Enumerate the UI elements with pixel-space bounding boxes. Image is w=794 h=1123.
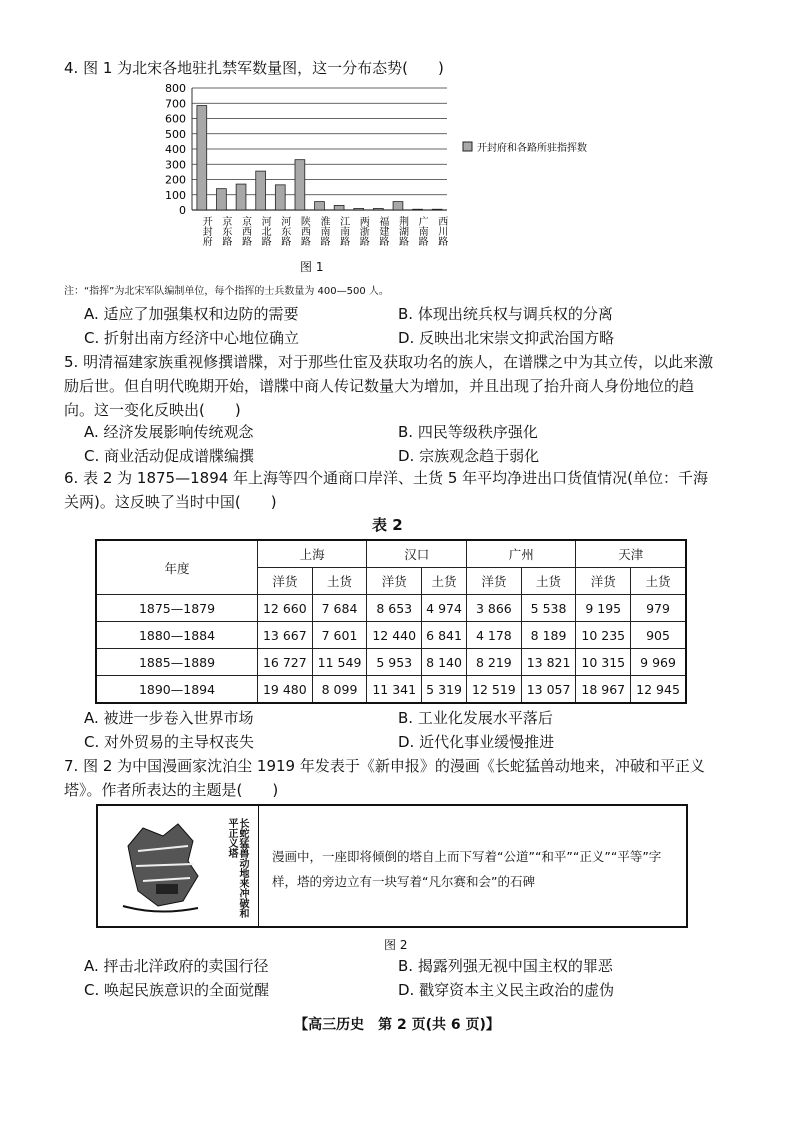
x-tick-label: 京西路 <box>239 216 251 246</box>
table-header-city: 汉口 <box>367 540 467 568</box>
q4-option-d[interactable]: D. 反映出北宋崇文抑武治国方略 <box>398 329 615 347</box>
bar <box>256 171 266 210</box>
q4-bar-chart <box>150 78 620 260</box>
q4-figure-caption: 图 1 <box>300 260 324 274</box>
table-cell: 1875—1879 <box>96 595 258 622</box>
table-cell: 12 660 <box>258 595 313 622</box>
table-cell: 7 684 <box>312 595 367 622</box>
page-footer: 【高三历史 第 2 页(共 6 页)】 <box>294 1017 500 1033</box>
table-cell: 16 727 <box>258 649 313 676</box>
y-tick-label: 500 <box>165 127 186 141</box>
x-tick-label: 福建路 <box>376 216 388 246</box>
table-cell: 8 653 <box>367 595 422 622</box>
table-cell: 13 057 <box>521 676 576 704</box>
x-tick-label: 开封府 <box>200 216 212 246</box>
table-cell: 11 341 <box>367 676 422 704</box>
y-tick-label: 300 <box>165 158 186 172</box>
bar <box>197 106 207 210</box>
q5-stem: 5. 明清福建家族重视修撰谱牒，对于那些仕宦及获取功名的族人，在谱牒之中为其立传，以此来激励后世。但自明代晚期开始，谱牒中商人传记数量大为增加，并且出现了抬升商人身份地位的趋向。这一变化反映出( ) <box>64 353 714 419</box>
y-tick-label: 400 <box>165 143 186 156</box>
q7-stem: 7. 图 2 为中国漫画家沈泊尘 1919 年发表于《新申报》的漫画《长蛇猛兽动地来，冲破和平正义塔》。作者所表达的主题是( ) <box>64 757 705 799</box>
table-cell: 12 440 <box>367 622 422 649</box>
table-header-year: 年度 <box>96 540 258 595</box>
x-tick-label: 广南路 <box>416 216 428 246</box>
q7-figure-caption: 图 2 <box>384 938 408 952</box>
table-header-city: 广州 <box>467 540 576 568</box>
q5-option-b[interactable]: B. 四民等级秩序强化 <box>398 423 538 441</box>
table-cell: 8 140 <box>422 649 467 676</box>
q4-option-b[interactable]: B. 体现出统兵权与调兵权的分离 <box>398 305 613 323</box>
table-subheader: 洋货 <box>467 568 522 595</box>
table-subheader: 洋货 <box>576 568 631 595</box>
y-tick-label: 800 <box>165 82 186 95</box>
q7-option-c[interactable]: C. 唤起民族意识的全面觉醒 <box>84 981 270 999</box>
table-cell: 5 538 <box>521 595 576 622</box>
y-tick-label: 700 <box>165 97 186 111</box>
bar <box>275 185 285 210</box>
bar <box>413 209 423 210</box>
q7-option-d[interactable]: D. 戳穿资本主义民主政治的虚伪 <box>398 981 615 999</box>
table-cell: 6 841 <box>422 622 467 649</box>
table-cell: 10 315 <box>576 649 631 676</box>
table-cell: 7 601 <box>312 622 367 649</box>
table-cell: 19 480 <box>258 676 313 704</box>
q6-option-c[interactable]: C. 对外贸易的主导权丧失 <box>84 733 255 751</box>
q6-table-title: 表 2 <box>372 516 403 534</box>
table-subheader: 土货 <box>521 568 576 595</box>
x-tick-label: 荆湖路 <box>396 216 408 246</box>
table-cell: 905 <box>631 622 686 649</box>
x-tick-label: 淮南路 <box>318 216 329 246</box>
q6-option-a[interactable]: A. 被进一步卷入世界市场 <box>84 709 254 727</box>
x-tick-label: 两浙路 <box>357 216 369 246</box>
bar <box>373 208 383 210</box>
q5-option-a[interactable]: A. 经济发展影响传统观念 <box>84 423 254 441</box>
q5-option-d[interactable]: D. 宗族观念趋于弱化 <box>398 447 540 465</box>
y-tick-label: 0 <box>179 204 186 217</box>
table-cell: 12 945 <box>631 676 686 704</box>
x-tick-label: 西川路 <box>435 216 447 246</box>
table-cell: 8 099 <box>312 676 367 704</box>
q7-option-a[interactable]: A. 抨击北洋政府的卖国行径 <box>84 957 269 975</box>
bar <box>315 202 325 210</box>
table-cell: 11 549 <box>312 649 367 676</box>
table-subheader: 土货 <box>631 568 686 595</box>
table-cell: 4 974 <box>422 595 467 622</box>
bar <box>393 202 403 210</box>
cartoon-image <box>98 806 259 926</box>
q5-option-c[interactable]: C. 商业活动促成谱牒编撰 <box>84 447 255 465</box>
bar <box>354 208 364 210</box>
bar <box>217 189 227 210</box>
table-subheader: 土货 <box>312 568 367 595</box>
y-tick-label: 600 <box>165 112 186 126</box>
table-cell: 9 195 <box>576 595 631 622</box>
table-cell: 8 219 <box>467 649 522 676</box>
table-cell: 1880—1884 <box>96 622 258 649</box>
table-cell: 4 178 <box>467 622 522 649</box>
table-cell: 1885—1889 <box>96 649 258 676</box>
x-tick-label: 陕西路 <box>298 216 310 246</box>
table-subheader: 土货 <box>422 568 467 595</box>
table-cell: 9 969 <box>631 649 686 676</box>
table-row <box>96 676 686 704</box>
table-cell: 13 667 <box>258 622 313 649</box>
q7-option-b[interactable]: B. 揭露列强无视中国主权的罪恶 <box>398 957 613 975</box>
q4-note: 注：“指挥”为北宋军队编制单位，每个指挥的士兵数量为 400—500 人。 <box>64 286 389 297</box>
table-header-city: 上海 <box>258 540 367 568</box>
table-subheader: 洋货 <box>258 568 313 595</box>
y-tick-label: 200 <box>165 173 186 187</box>
cartoon-inscription: 长蛇猛兽动地来冲破和平正义塔 <box>226 818 248 918</box>
q4-option-c[interactable]: C. 折射出南方经济中心地位确立 <box>84 329 300 347</box>
q6-trade-table <box>95 539 687 704</box>
bar <box>334 205 344 210</box>
q6-stem: 6. 表 2 为 1875—1894 年上海等四个通商口岸洋、土货 5 年平均净进出口货值情况(单位：千海关两)。这反映了当时中国( ) <box>64 469 708 511</box>
q6-option-b[interactable]: B. 工业化发展水平落后 <box>398 709 553 727</box>
x-tick-label: 京东路 <box>219 216 231 246</box>
table-row <box>96 595 686 622</box>
table-cell: 18 967 <box>576 676 631 704</box>
q6-option-d[interactable]: D. 近代化事业缓慢推进 <box>398 733 555 751</box>
bar <box>295 160 305 210</box>
table-subheader: 洋货 <box>367 568 422 595</box>
bar <box>432 209 442 210</box>
table-row <box>96 622 686 649</box>
q4-option-a[interactable]: A. 适应了加强集权和边防的需要 <box>84 305 299 323</box>
table-row <box>96 649 686 676</box>
y-tick-label: 100 <box>165 188 186 202</box>
table-cell: 979 <box>631 595 686 622</box>
x-tick-label: 河东路 <box>278 216 290 246</box>
table-cell: 1890—1894 <box>96 676 258 704</box>
table-cell: 5 953 <box>367 649 422 676</box>
bar <box>236 184 246 210</box>
table-cell: 5 319 <box>422 676 467 704</box>
table-cell: 8 189 <box>521 622 576 649</box>
table-header-city: 天津 <box>576 540 686 568</box>
x-tick-label: 江南路 <box>337 216 349 246</box>
table-cell: 3 866 <box>467 595 522 622</box>
table-cell: 12 519 <box>467 676 522 704</box>
cartoon-description: 漫画中，一座即将倾倒的塔自上而下写着“公道”“和平”“正义”“平等”字样，塔的旁边立有一块写着“凡尔赛和会”的石碑 <box>272 849 662 889</box>
legend-swatch <box>463 142 472 151</box>
legend-label: 开封府和各路所驻指挥数 <box>477 143 587 154</box>
q4-stem: 4. 图 1 为北宋各地驻扎禁军数量图，这一分布态势( ) <box>64 59 444 77</box>
table-cell: 10 235 <box>576 622 631 649</box>
q7-cartoon-box <box>96 804 688 928</box>
x-tick-label: 河北路 <box>259 216 271 246</box>
table-cell: 13 821 <box>521 649 576 676</box>
